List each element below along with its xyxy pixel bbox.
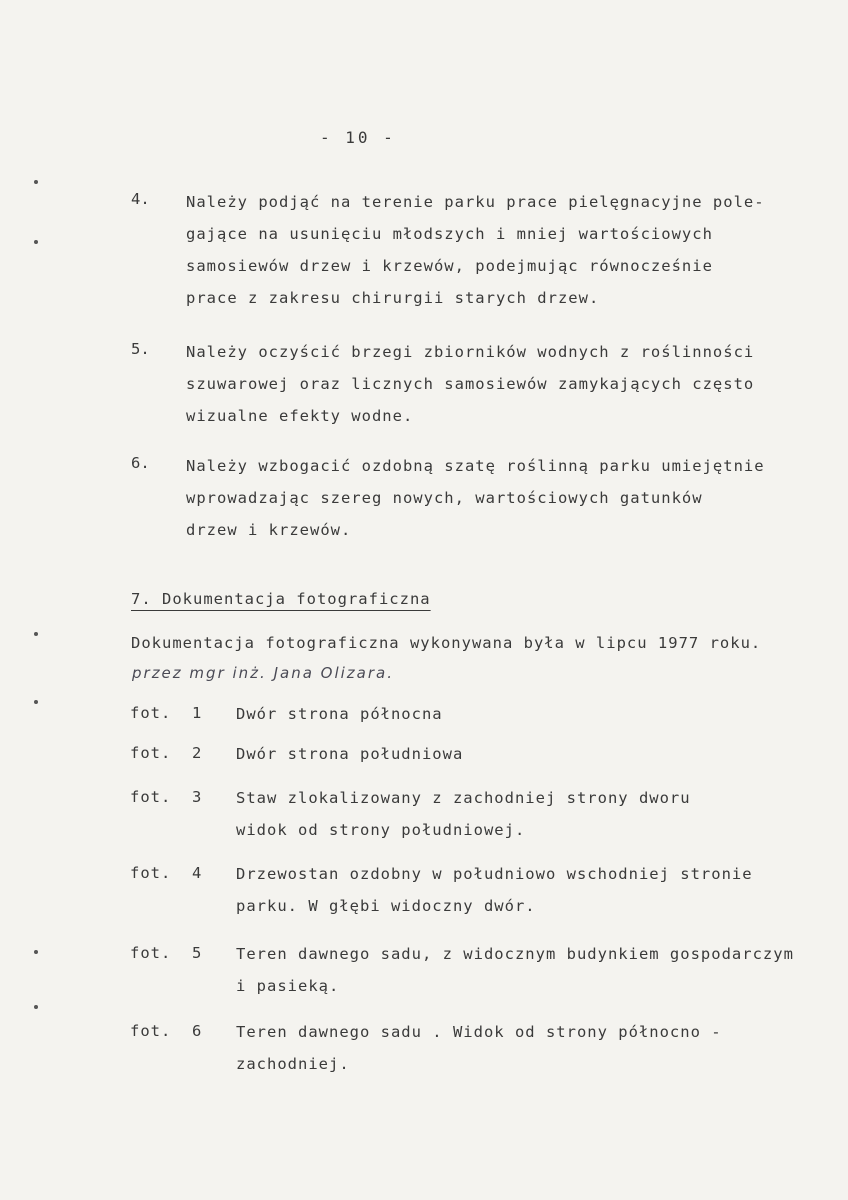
photo-label: fot. <box>130 1022 172 1040</box>
margin-speck <box>34 240 38 244</box>
photo-number: 1 <box>192 704 202 722</box>
item-number: 6. <box>131 454 150 472</box>
item-number: 5. <box>131 340 150 358</box>
paragraph-line: wizualne efekty wodne. <box>186 407 414 425</box>
paragraph-line: wprowadzając szereg nowych, wartościowych gatunków <box>186 489 703 507</box>
paragraph-line: drzew i krzewów. <box>186 521 352 539</box>
paragraph-line: gające na usunięciu młodszych i mniej wartościowych <box>186 225 713 243</box>
photo-number: 5 <box>192 944 202 962</box>
paragraph-line: Należy podjąć na terenie parku prace pielęgnacyjne pole- <box>186 193 765 211</box>
item-paragraph <box>186 450 806 546</box>
photo-line: Staw zlokalizowany z zachodniej strony dworu <box>236 789 691 807</box>
margin-speck <box>34 950 38 954</box>
photo-description <box>236 858 753 922</box>
photo-line: i pasieką. <box>236 977 340 995</box>
margin-speck <box>34 700 38 704</box>
intro-text: Dokumentacja fotograficzna wykonywana była w lipcu 1977 roku. <box>131 634 762 652</box>
photo-number: 6 <box>192 1022 202 1040</box>
paragraph-line: szuwarowej oraz licznych samosiewów zamykających często <box>186 375 755 393</box>
paragraph-line: prace z zakresu chirurgii starych drzew. <box>186 289 600 307</box>
margin-speck <box>34 632 38 636</box>
photo-label: fot. <box>130 704 172 722</box>
margin-speck <box>34 1005 38 1009</box>
page-number: - 10 - <box>320 128 396 147</box>
photo-line: Teren dawnego sadu, z widocznym budynkiem gospodarczym <box>236 945 794 963</box>
photo-line: Teren dawnego sadu . Widok od strony północno - <box>236 1023 722 1041</box>
photo-line: Dwór strona południowa <box>236 745 464 763</box>
photo-line: Dwór strona północna <box>236 705 443 723</box>
photo-label: fot. <box>130 864 172 882</box>
item-paragraph <box>186 336 806 432</box>
margin-speck <box>34 180 38 184</box>
photo-line: zachodniej. <box>236 1055 350 1073</box>
photo-description <box>236 1016 722 1080</box>
photo-label: fot. <box>130 944 172 962</box>
photo-number: 2 <box>192 744 202 762</box>
item-paragraph <box>186 186 806 314</box>
photo-description <box>236 698 443 730</box>
photo-line: parku. W głębi widoczny dwór. <box>236 897 536 915</box>
handwritten-note: przez mgr inż. Jana Olizara. <box>132 664 395 682</box>
photo-number: 3 <box>192 788 202 806</box>
photo-description <box>236 938 794 1002</box>
photo-label: fot. <box>130 744 172 762</box>
photo-number: 4 <box>192 864 202 882</box>
item-number: 4. <box>131 190 150 208</box>
photo-line: Drzewostan ozdobny w południowo wschodniej stronie <box>236 865 753 883</box>
photo-line: widok od strony południowej. <box>236 821 526 839</box>
paragraph-line: Należy wzbogacić ozdobną szatę roślinną parku umiejętnie <box>186 457 765 475</box>
paragraph-line: samosiewów drzew i krzewów, podejmując równocześnie <box>186 257 713 275</box>
photo-description <box>236 782 691 846</box>
photo-label: fot. <box>130 788 172 806</box>
paragraph-line: Należy oczyścić brzegi zbiorników wodnych z roślinności <box>186 343 755 361</box>
section-heading: 7. Dokumentacja fotograficzna <box>131 590 431 608</box>
photo-description <box>236 738 463 770</box>
